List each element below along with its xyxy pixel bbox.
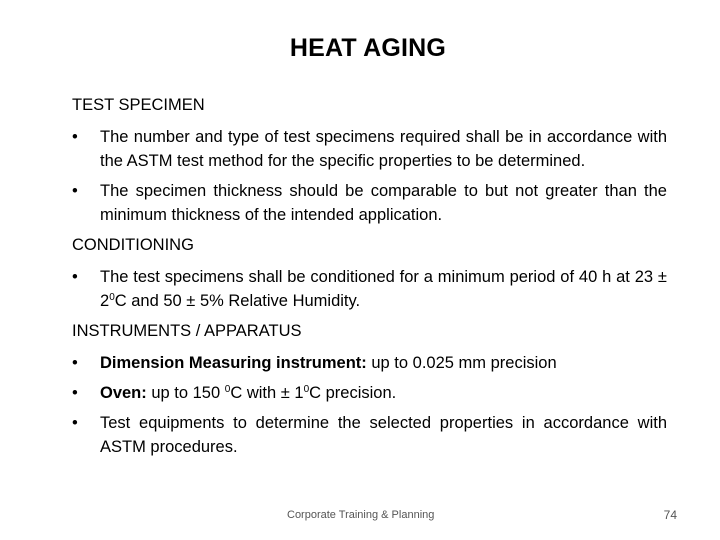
bullet-label: Oven: [100, 384, 147, 402]
bullet-text-part: C precision. [309, 384, 397, 402]
section-heading-instruments: INSTRUMENTS / APPARATUS [72, 322, 302, 340]
bullet-text: up to 0.025 mm precision [366, 354, 557, 372]
bullet-specimen-thickness [72, 179, 667, 227]
bullet-oven [72, 381, 667, 405]
section-heading-test-specimen: TEST SPECIMEN [72, 96, 205, 114]
bullet-icon: • [72, 354, 78, 372]
slide-content [72, 93, 667, 465]
superscript-degree: 0 [303, 384, 310, 395]
bullet-icon: • [72, 128, 78, 146]
bullet-text-part: up to 150 [146, 384, 225, 402]
superscript-degree: 0 [109, 292, 115, 303]
bullet-icon: • [72, 384, 78, 402]
footer-text: Corporate Training & Planning [287, 509, 435, 521]
bullet-dimension-instrument [72, 351, 667, 375]
bullet-label: Dimension Measuring instrument: [100, 354, 367, 372]
bullet-text-part: C with ± 1 [230, 384, 304, 402]
slide-title: HEAT AGING [289, 34, 447, 62]
bullet-test-equipment [72, 411, 667, 459]
bullet-text: The number and type of test specimens required shall be in accordance with the ASTM test method for the specific properties to be determined. [100, 128, 667, 170]
bullet-conditioning [72, 265, 667, 313]
bullet-icon: • [72, 268, 78, 286]
superscript-degree: 0 [224, 384, 231, 395]
bullet-text: Test equipments to determine the selected properties in accordance with ASTM procedures. [100, 414, 667, 456]
page-number: 74 [663, 508, 677, 522]
bullet-text-part: The test specimens shall be conditioned for a minimum period of 40 h at 23 ± 2 [100, 268, 667, 310]
bullet-text-part: C and 50 ± 5% Relative Humidity. [114, 292, 361, 310]
bullet-specimen-number [72, 125, 667, 173]
bullet-icon: • [72, 414, 78, 432]
bullet-icon: • [72, 182, 78, 200]
bullet-text: The specimen thickness should be comparable to but not greater than the minimum thickness of the intended application. [100, 182, 667, 224]
section-heading-conditioning: CONDITIONING [72, 236, 194, 254]
